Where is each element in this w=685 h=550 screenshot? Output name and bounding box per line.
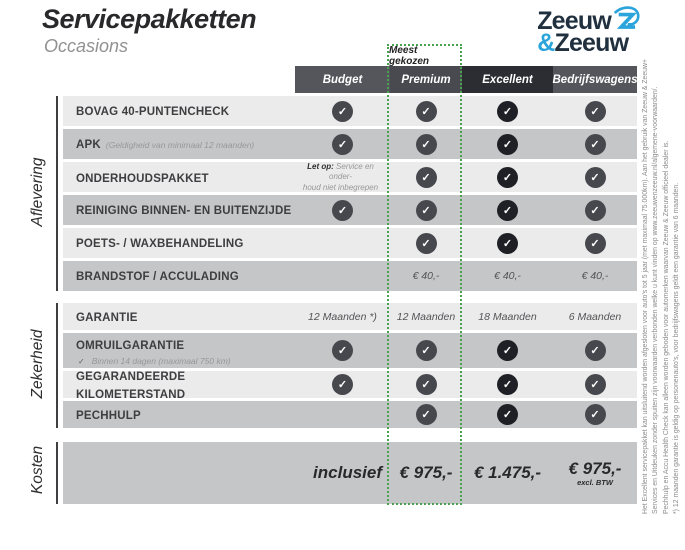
column-header-premium: Premium: [390, 66, 462, 93]
value-cell: [553, 270, 637, 282]
check-icon: ✓: [332, 101, 353, 122]
check-icon: ✓: [497, 374, 518, 395]
feature-subnote: [76, 356, 295, 366]
section-label: Aflevering: [29, 157, 46, 227]
value-cell: [462, 134, 553, 155]
value-cell: [295, 374, 390, 395]
cell-value: 6 Maanden: [568, 310, 622, 323]
check-icon: ✓: [585, 340, 606, 361]
value-cell: [390, 270, 462, 282]
table-row: [63, 303, 637, 330]
check-icon: ✓: [497, 404, 518, 425]
table-row: [63, 370, 637, 401]
check-icon: ✓: [585, 134, 606, 155]
header-spacer: [63, 66, 295, 93]
cell-value: € 40,-: [494, 270, 521, 282]
column-header-budget: Budget: [295, 66, 390, 93]
value-cell: [295, 311, 390, 323]
title-block: [42, 4, 256, 57]
section-label: Kosten: [29, 445, 46, 495]
feature-label: POETS- / WAXBEHANDELING: [76, 238, 244, 250]
value-cell: [462, 340, 553, 361]
check-icon: ✓: [416, 101, 437, 122]
value-cell: [462, 101, 553, 122]
value-cell: [295, 162, 390, 193]
kosten-bedrijfswagens-price: [553, 460, 637, 487]
value-cell: [553, 404, 637, 425]
kosten-inclusief: inclusief: [313, 463, 382, 482]
logo: [537, 6, 641, 57]
btw-note: excl. BTW: [577, 477, 613, 487]
feature-label: REINIGING BINNEN- EN BUITENZIJDE: [76, 205, 292, 217]
check-icon: ✓: [585, 200, 606, 221]
table-row: [63, 333, 637, 368]
section-aflevering: [29, 96, 637, 294]
kosten-premium-price: € 975,-: [399, 463, 453, 482]
table-row: [63, 261, 637, 291]
check-icon: ✓: [497, 134, 518, 155]
check-icon: ✓: [585, 101, 606, 122]
feature-cell: [63, 234, 295, 252]
column-headers: [63, 66, 637, 93]
value-cell: [390, 233, 462, 254]
table-row: [63, 195, 637, 225]
check-icon: ✓: [416, 134, 437, 155]
value-cell: [295, 340, 390, 361]
value-cell: [553, 167, 637, 188]
feature-label: OMRUILGARANTIE: [76, 339, 185, 352]
section-divider: [56, 96, 58, 291]
value-cell: [462, 404, 553, 425]
page-subtitle: Occasions: [44, 36, 129, 56]
column-header-bedrijfswagens: Bedrijfswagens: [553, 66, 637, 93]
table-row: [63, 96, 637, 126]
value-cell: [390, 200, 462, 221]
value-cell: [462, 374, 553, 395]
value-cell: [390, 404, 462, 425]
table-row: [63, 129, 637, 159]
cell-value: 18 Maanden: [478, 310, 537, 323]
small-check-icon: ✓: [78, 356, 85, 366]
check-icon: ✓: [416, 233, 437, 254]
value-cell: [553, 134, 637, 155]
value-cell: [553, 311, 637, 323]
check-icon: ✓: [497, 167, 518, 188]
value-cell: [390, 101, 462, 122]
check-icon: ✓: [585, 233, 606, 254]
cell-value: € 40,-: [581, 270, 609, 282]
logo-z-icon: [612, 6, 641, 31]
value-cell: [390, 374, 462, 395]
value-cell: [390, 167, 462, 188]
section-zekerheid: [29, 303, 637, 431]
feature-note: (Geldigheid van minimaal 12 maanden): [105, 140, 255, 150]
disclaimer-text: Het Excellent servicepakket kan uitsluitend worden afgesloten voor auto's tot 5 jaar (met maximaal 75.000km). Aan het gebruik van Zeeuw & Zeeuw+ Services en Uitdeuken zonder spuiten zijn voorwaarden verbonden welke u kunt vinden op www.zeeuwenzeeuw.nl/algemene-voorwaarden/. Pechhulp en Accu Health Check kan alleen worden geboden voor automerken waarvan Zeeuw & Zeeuw officieel dealer is. *) 12 maanden garantie is geldig op personenauto's, voor bedrijfswagens geldt een garantie van 6 maanden.: [642, 59, 681, 514]
page-title: Servicepakketten: [42, 4, 257, 34]
value-cell: [462, 200, 553, 221]
comparison-table: [29, 66, 638, 504]
check-icon: ✓: [332, 200, 353, 221]
check-icon: ✓: [416, 404, 437, 425]
feature-cell: [63, 308, 295, 326]
table-sections: [29, 96, 637, 431]
value-cell: [553, 233, 637, 254]
feature-label: APK: [76, 139, 101, 151]
table-row: [63, 401, 637, 428]
check-icon: ✓: [585, 374, 606, 395]
feature-cell: [63, 135, 295, 153]
value-cell: [553, 101, 637, 122]
check-icon: ✓: [416, 374, 437, 395]
price-value: € 975,-: [568, 458, 622, 478]
check-icon: ✓: [332, 340, 353, 361]
value-cell: [553, 200, 637, 221]
section-kosten: [29, 442, 637, 504]
check-icon: ✓: [416, 340, 437, 361]
section-divider: [56, 303, 58, 428]
value-cell: [390, 311, 462, 323]
table-row: [63, 162, 637, 192]
value-cell: [295, 134, 390, 155]
check-icon: ✓: [585, 167, 606, 188]
most-chosen-badge: Meest gekozen: [389, 46, 460, 65]
feature-cell: [63, 102, 295, 120]
logo-ampersand: &: [537, 29, 555, 57]
feature-label: GARANTIE: [76, 311, 138, 324]
check-icon: ✓: [497, 101, 518, 122]
value-cell: [295, 200, 390, 221]
cell-value: 12 Maanden: [396, 310, 456, 323]
column-header-excellent: Excellent: [462, 66, 553, 93]
check-icon: ✓: [585, 404, 606, 425]
feature-cell: [63, 336, 295, 366]
check-icon: ✓: [332, 134, 353, 155]
feature-cell: [63, 406, 295, 424]
logo-word-2: Zeeuw: [554, 29, 629, 57]
value-cell: [462, 167, 553, 188]
value-cell: [390, 134, 462, 155]
cell-note-lead: Let op:: [307, 162, 337, 171]
cell-value: € 40,-: [412, 270, 440, 282]
check-icon: ✓: [497, 200, 518, 221]
kosten-excellent-price: € 1.475,-: [473, 463, 542, 482]
value-cell: [462, 311, 553, 323]
value-cell: [553, 374, 637, 395]
cell-note-text: Service en onder- houd niet inbegrepen: [302, 162, 379, 192]
check-icon: ✓: [332, 374, 353, 395]
feature-cell: [63, 169, 295, 187]
check-icon: ✓: [416, 200, 437, 221]
check-icon: ✓: [497, 233, 518, 254]
feature-cell: [63, 367, 295, 403]
feature-cell: [63, 201, 295, 219]
feature-label: PECHHULP: [76, 409, 141, 422]
check-icon: ✓: [497, 340, 518, 361]
cell-value: 12 Maanden *): [308, 310, 377, 323]
feature-cell: [63, 267, 295, 285]
value-cell: [462, 233, 553, 254]
check-icon: ✓: [416, 167, 437, 188]
feature-label: ONDERHOUDSPAKKET: [76, 172, 209, 185]
table-row: [63, 228, 637, 258]
value-cell: [295, 101, 390, 122]
logo-word-1: Zeeuw: [537, 7, 611, 35]
value-cell: [462, 270, 553, 282]
value-cell: [553, 340, 637, 361]
feature-subnote-text: Binnen 14 dagen (maximaal 750 km): [91, 355, 231, 366]
value-cell: [390, 340, 462, 361]
feature-label: GEGARANDEERDE KILOMETERSTAND: [76, 370, 186, 401]
cell-note: [295, 162, 390, 193]
feature-label: BOVAG 40-PUNTENCHECK: [76, 106, 230, 118]
kosten-row: [63, 442, 637, 504]
section-label: Zekerheid: [29, 329, 46, 399]
section-divider: [56, 442, 58, 504]
feature-label: BRANDSTOF / ACCULADING: [76, 271, 239, 283]
